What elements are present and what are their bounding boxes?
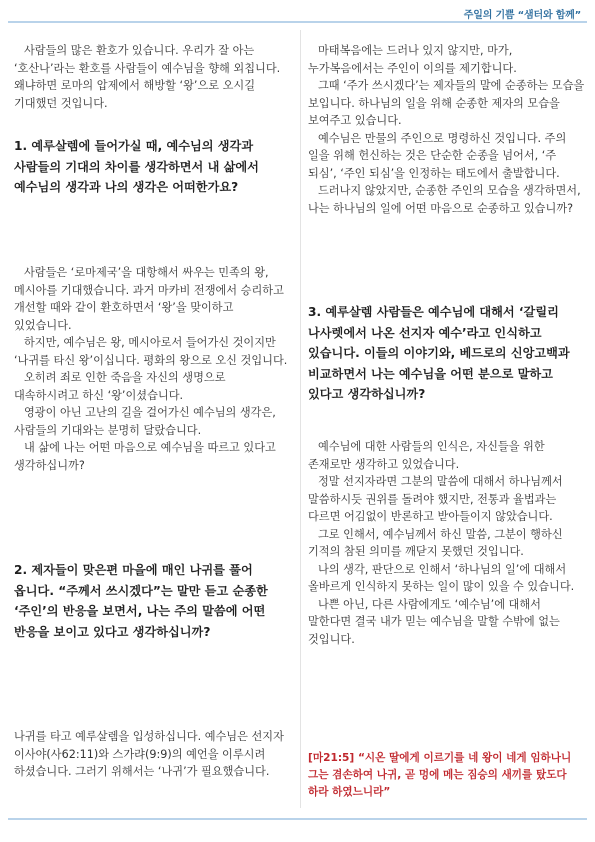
answer-3-block	[308, 438, 586, 648]
footer-rule	[8, 818, 587, 820]
question-2-block	[14, 560, 290, 642]
scripture-quote: [마21:5] “시온 딸에게 이르기를 네 왕이 네게 임하나니 그는 겸손하여 나귀, 곧 멍에 메는 짐승의 새끼를 탔도다 하라 하였느니라”	[308, 752, 572, 798]
answer-2-paragraph-5: 드러나지 않았지만, 순종한 주인의 모습을 생각하면서, 나는 하나님의 일에 어떤 마음으로 순종하고 있습니까?	[308, 184, 581, 215]
question-1: 1. 예루살렘에 들어가실 때, 예수님의 생각과 사람들의 기대의 차이를 생각하면서 내 삶에서 예수님의 생각과 나의 생각은 어떠한가요?	[14, 139, 259, 194]
answer-3-paragraph-4: 나의 생각, 판단으로 인해서 ‘하나님의 일’에 대해서 올바르게 인식하지 못하는 일이 많이 있을 수 있습니다.	[308, 562, 575, 593]
answer-2-paragraph-1: 나귀를 타고 예루살렘을 입성하십니다. 예수님은 선지자 이사야(사62:11)와 스가랴(9:9)의 예언을 이루시려 하셨습니다. 그러기 위해서는 ‘나귀’가 필요했습니다.	[14, 730, 284, 778]
answer-1-paragraph-4: 영광이 아닌 고난의 길을 걸어가신 예수님의 생각은, 사람들의 기대와는 분명히 달랐습니다.	[14, 406, 276, 437]
intro-paragraph: 사람들의 많은 환호가 있습니다. 우리가 잘 아는 ‘호산나’라는 환호를 사람들이 예수님을 향해 외칩니다. 왜냐하면 로마의 압제에서 해방할 ‘왕’으로 오시길 기대했던 것입니다.	[14, 44, 281, 110]
answer-3-paragraph-5: 나쁜 아닌, 다른 사람에게도 ‘예수님’에 대해서 말한다면 결국 내가 믿는 예수님을 말할 수밖에 없는 것입니다.	[308, 597, 560, 646]
scripture-quote-block	[308, 750, 586, 801]
question-3-block	[308, 302, 586, 405]
answer-3-paragraph-3: 그로 인해서, 예수님께서 하신 말씀, 그분이 행하신 기적의 참된 의미를 깨닫지 못했던 것입니다.	[308, 527, 563, 558]
answer-2-paragraph-3: 그때 ‘주가 쓰시겠다’는 제자들의 말에 순종하는 모습을 보입니다. 하나님의 일을 위해 순종한 제자의 모습을 보여주고 있습니다.	[308, 79, 585, 127]
header-rule	[8, 21, 587, 23]
answer-1-block	[14, 264, 290, 474]
header-title: 주일의 기쁨 “샘터와 함께”	[463, 10, 581, 21]
answer-2-paragraph-2: 마태복음에는 드러나 있지 않지만, 마가,누가복음에서는 주인이 이의를 제기합니다.	[308, 44, 517, 75]
answer-1-paragraph-3: 오히려 죄로 인한 죽음을 자신의 생명으로 대속하시려고 하신 ‘왕’이셨습니다.	[14, 371, 226, 402]
column-divider	[300, 30, 301, 808]
answer-2-continued-block	[308, 42, 586, 217]
answer-1-paragraph-2: 하지만, 예수님은 왕, 메시아로서 들어가신 것이지만 ‘나귀를 타신 왕’이십니다. 평화의 왕으로 오신 것입니다.	[14, 336, 288, 367]
answer-1-paragraph-1: 사람들은 ‘로마제국’을 대항해서 싸우는 민족의 왕, 메시아를 기대했습니다. 과거 마카비 전쟁에서 승리하고 개선할 때와 같이 환호하면서 ‘왕’을 맞이하고 있었습니다.	[14, 266, 284, 332]
intro-paragraph-block	[14, 42, 290, 112]
answer-1-paragraph-5: 내 삶에 나는 어떤 마음으로 예수님을 따르고 있다고 생각하십니까?	[14, 441, 276, 472]
question-3: 3. 예루살렘 사람들은 예수님에 대해서 ‘갈릴리 나사렛에서 나온 선지자 예수’라고 인식하고 있습니다. 이들의 이야기와, 베드로의 신앙고백과 비교하면서 나는 예수님을 어떤 분으로 말하고 있다고 생각하십니까?	[308, 305, 570, 401]
answer-2-block	[14, 728, 290, 781]
question-1-block	[14, 136, 290, 198]
question-2: 2. 제자들이 맞은편 마을에 매인 나귀를 풀어 옵니다. “주께서 쓰시겠다”는 말만 듣고 순종한 ‘주인’의 반응을 보면서, 나는 주의 말씀에 어떤 반응을 보이고 있다고 생각하십니까?	[14, 563, 268, 639]
answer-3-paragraph-1: 예수님에 대한 사람들의 인식은, 자신들을 위한 존재로만 생각하고 있었습니다.	[308, 440, 545, 471]
answer-3-paragraph-2: 정말 선지자라면 그분의 말씀에 대해서 하나님께서 말씀하시듯 권위를 돌려야 했지만, 전통과 율법과는 다르면 어김없이 반론하고 받아들이지 않았습니다.	[308, 475, 563, 523]
answer-2-paragraph-4: 예수님은 만물의 주인으로 명령하신 것입니다. 주의 일을 위해 헌신하는 것은 단순한 순종을 넘어서, ‘주 되심’, ‘주인 되심’을 인정하는 태도에서 출발합니다.	[308, 131, 567, 180]
